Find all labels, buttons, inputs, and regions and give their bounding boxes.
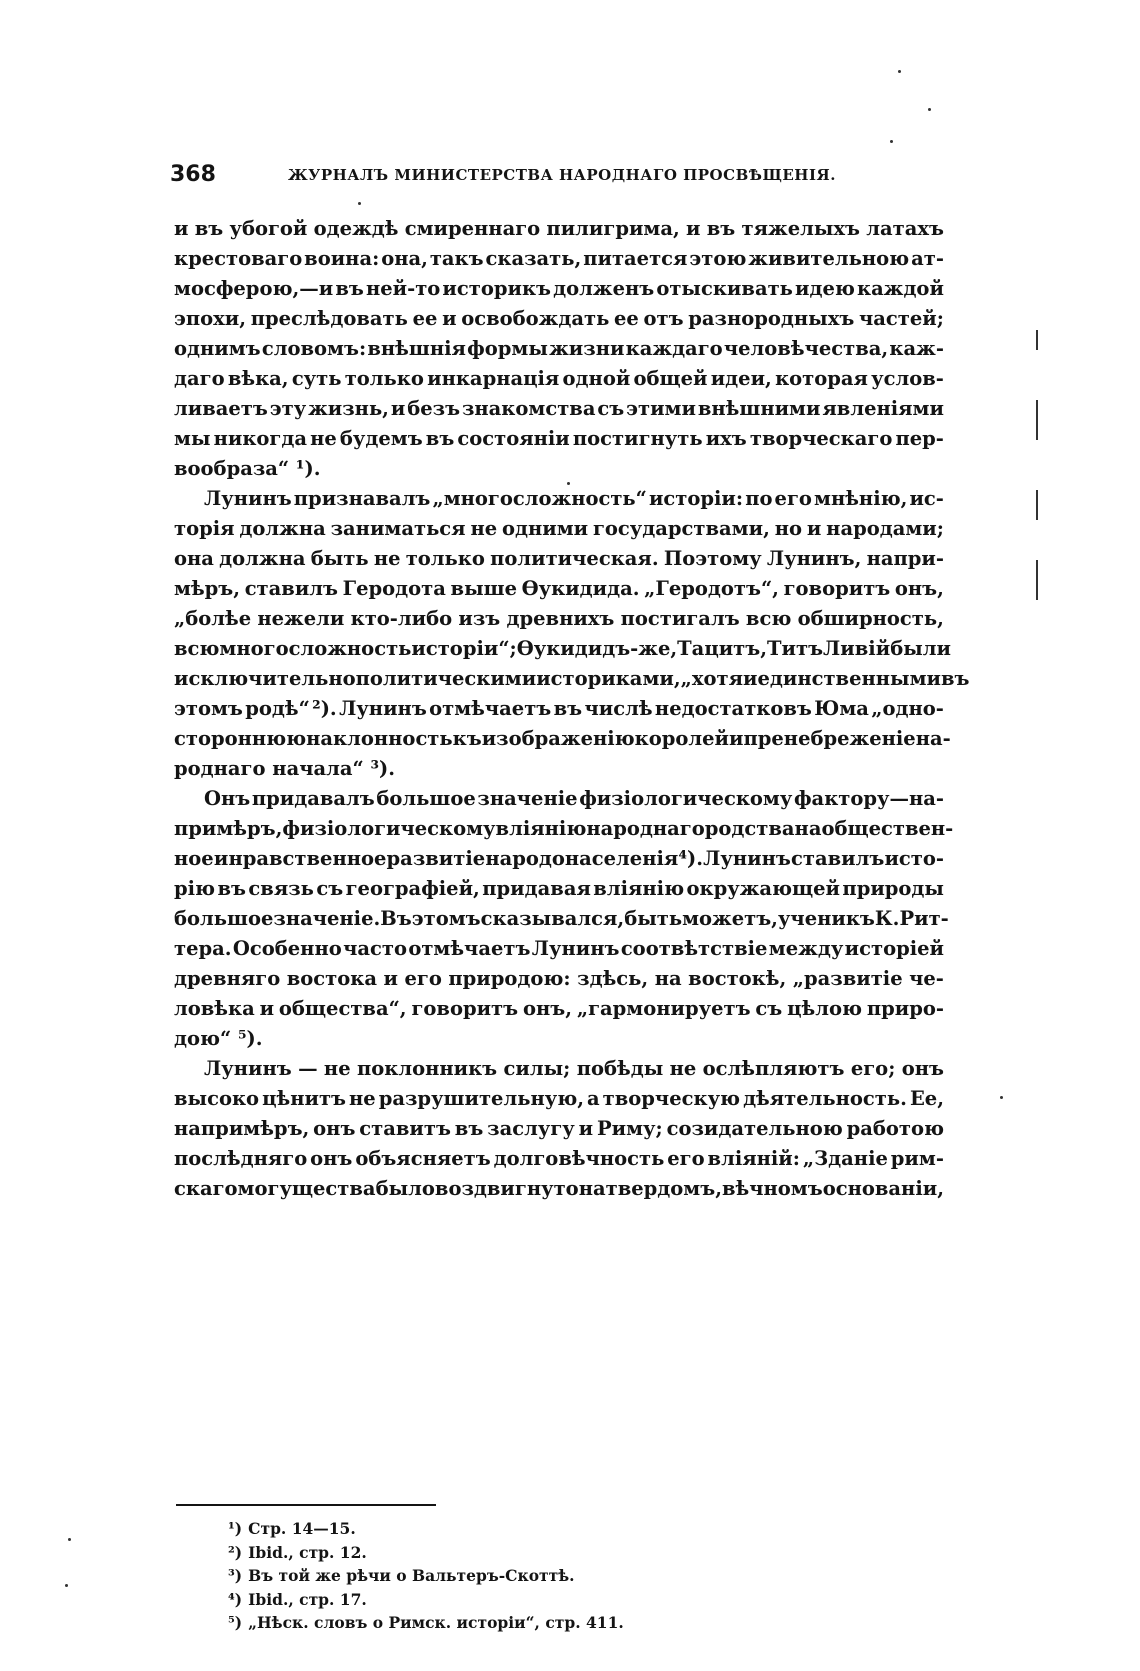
text-line: и въ убогой одеждѣ смиреннаго пилигрима, и въ тяжелыхъ латахъ — [174, 217, 944, 240]
footnote-mark: ¹) — [228, 1519, 243, 1538]
scan-speck — [898, 70, 901, 73]
text-line: скаго могущества было воздвигнуто на твердомъ, вѣчномъ основаніи, — [174, 1177, 944, 1200]
footnote — [228, 1564, 828, 1588]
scan-speck — [358, 202, 361, 205]
text-line: мосферою,—и въ ней-то историкъ долженъ отыскивать идею каждой — [174, 277, 944, 300]
text-line: вообраза“ ¹). — [174, 457, 321, 480]
footnote-mark: ³) — [228, 1566, 243, 1585]
text-line: стороннюю наклонность къ изображенію королей и пренебреженіе на- — [174, 727, 951, 750]
text-line: этомъ родѣ“ ²). Лунинъ отмѣчаетъ въ числѣ недостатковъ Юма „одно- — [174, 697, 944, 720]
footnote — [228, 1588, 828, 1612]
text-line: рію въ связь съ географіей, придавая вліянію окружающей природы — [174, 877, 944, 900]
footnote-text: Ibid., стр. 12. — [248, 1542, 367, 1562]
text-line: Лунинъ признавалъ „многосложность“ исторіи: по его мнѣнію, ис- — [204, 487, 944, 510]
text-line: роднаго начала“ ³). — [174, 757, 396, 780]
running-title: ЖУРНАЛЪ МИНИСТЕРСТВА НАРОДНАГО ПРОСВѢЩЕНІЯ. — [288, 166, 836, 184]
text-line: торія должна заниматься не одними государствами, но и народами; — [174, 517, 944, 540]
text-line: она должна быть не только политическая. Поэтому Лунинъ, напри- — [174, 547, 944, 570]
text-line: высоко цѣнитъ не разрушительную, а творческую дѣятельность. Ее, — [174, 1087, 944, 1110]
text-line: послѣдняго онъ объясняетъ долговѣчность его вліяній: „Зданіе рим- — [174, 1147, 944, 1170]
text-line: однимъ словомъ: внѣшнія формы жизни каждаго человѣчества, каж- — [174, 337, 944, 360]
footnotes — [228, 1517, 828, 1635]
scan-margin-mark — [1036, 400, 1038, 440]
text-line: древняго востока и его природою: здѣсь, на востокѣ, „развитіе че- — [174, 967, 944, 990]
footnote-divider — [176, 1504, 436, 1506]
text-line: мѣръ, ставилъ Геродота выше Ѳукидида. „Геродотъ“, говоритъ онъ, — [174, 577, 944, 600]
footnote — [228, 1517, 828, 1541]
text-line: крестоваго воина: она, такъ сказать, питается этою живительною ат- — [174, 247, 944, 270]
scan-speck — [928, 108, 931, 111]
scan-speck — [65, 1584, 68, 1587]
text-line: большое значеніе. Въ этомъ сказывался, быть можетъ, ученикъ К. Рит- — [174, 907, 949, 930]
footnote-text: Стр. 14—15. — [248, 1519, 356, 1538]
scan-speck — [68, 1538, 71, 1541]
text-line: эпохи, преслѣдовать ее и освобождать ее отъ разнородныхъ частей; — [174, 307, 944, 330]
scan-speck — [567, 482, 570, 485]
footnote-text: Въ той же рѣчи о Вальтеръ-Скоттѣ. — [248, 1566, 575, 1585]
text-line: дою“ ⁵). — [174, 1027, 263, 1050]
footnote-mark: ⁵) — [228, 1613, 243, 1632]
footnote — [228, 1541, 828, 1565]
footnote-text: „Нѣск. словъ о Римск. исторіи“, стр. 411. — [248, 1613, 624, 1632]
text-line: ное и нравственное развитіе народонаселенія ⁴). Лунинъ ставилъ исто- — [174, 847, 944, 870]
text-line: примѣръ, физіологическому вліянію народнаго родства на обществен- — [174, 817, 954, 840]
scan-speck — [1000, 1096, 1003, 1099]
text-line: ливаетъ эту жизнь, и безъ знакомства съ этими внѣшними явленіями — [174, 397, 944, 420]
scan-margin-mark — [1036, 330, 1038, 350]
text-line: Лунинъ — не поклонникъ силы; побѣды не ослѣпляютъ его; онъ — [204, 1057, 944, 1080]
text-line: напримѣръ, онъ ставитъ въ заслугу и Риму; созидательною работою — [174, 1117, 944, 1140]
scan-margin-mark — [1036, 560, 1038, 600]
text-line: „болѣе нежели кто-либо изъ древнихъ постигалъ всю обширность, — [174, 607, 944, 630]
footnote — [228, 1611, 828, 1635]
footnote-mark: ²) — [228, 1542, 243, 1562]
text-line: ловѣка и общества“, говоритъ онъ, „гармонируетъ съ цѣлою приро- — [174, 997, 944, 1020]
text-line: тера. Особенно часто отмѣчаетъ Лунинъ соотвѣтствіе между исторіей — [174, 937, 944, 960]
text-line: даго вѣка, суть только инкарнація одной общей идеи, которая услов- — [174, 367, 944, 390]
page-header — [170, 162, 930, 196]
footnote-mark: ⁴) — [228, 1589, 243, 1609]
text-line: исключительно политическими историками, „хотя и единственными въ — [174, 667, 970, 690]
page-number: 368 — [170, 162, 216, 187]
text-line: мы никогда не будемъ въ состояніи постигнуть ихъ творческаго пер- — [174, 427, 944, 450]
scan-speck — [890, 140, 893, 143]
footnote-text: Ibid., стр. 17. — [248, 1589, 367, 1609]
text-line: Онъ придавалъ большое значеніе физіологическому фактору—на- — [204, 787, 944, 810]
body-text — [174, 214, 970, 1204]
text-line: всю многосложность исторіи“; Ѳукидидъ-же, Тацитъ, Титъ Ливій были — [174, 637, 951, 660]
scan-margin-mark — [1036, 490, 1038, 520]
